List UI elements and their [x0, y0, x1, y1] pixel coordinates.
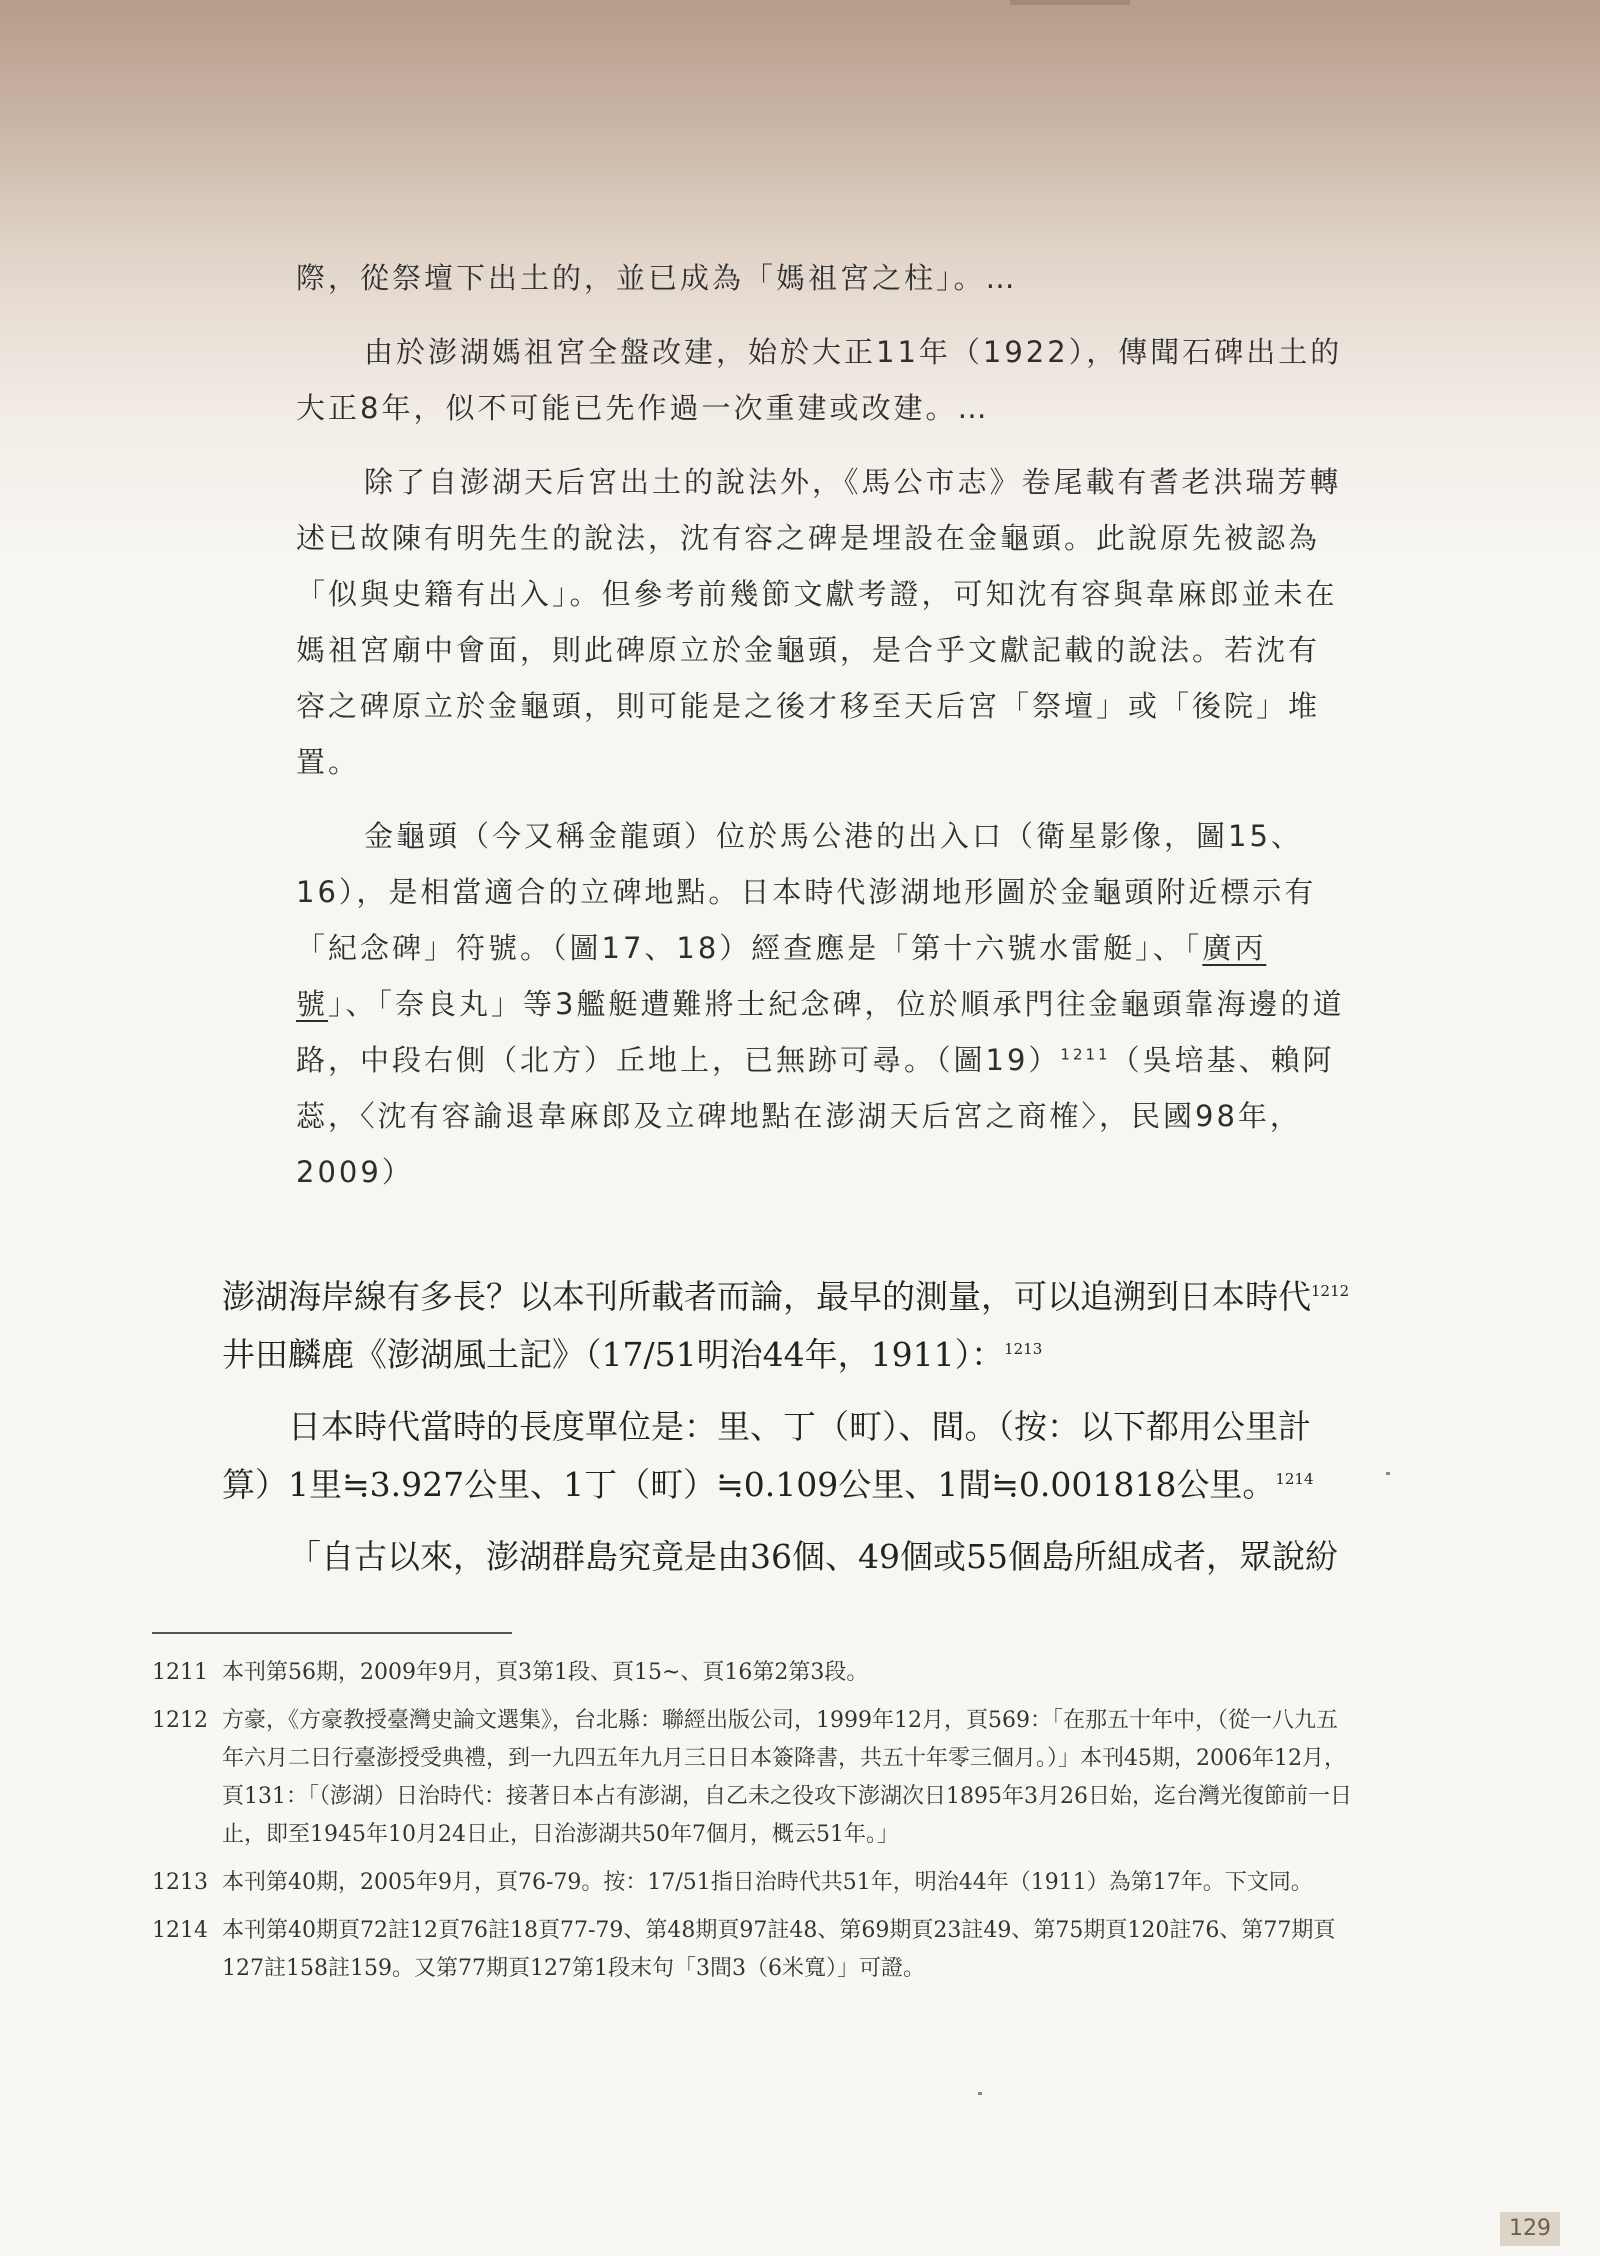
footnote-text: 方豪，《方豪教授臺灣史論文選集》，台北縣：聯經出版公司，1999年12月，頁569：「在那五十年中，（從一八九五年六月二日行臺澎授受典禮，到一九四五年九月三日日本簽降書，共五十年零三個月。）」本刊45期，2006年12月，頁131：「（澎湖）日治時代：接著日本占有澎湖，自乙未之役攻下澎湖次日1895年3月26日始，迄台灣光復節前一日止，即至1945年10月24日止，日治澎湖共50年7個月，概云51年。」 [222, 1708, 1352, 1847]
footnote-number: 1211 [152, 1660, 208, 1685]
footnote-ref-1212: 1212 [1311, 1282, 1350, 1300]
footnote-number: 1212 [152, 1708, 208, 1733]
quote-p4-part-a: 金龜頭（今又稱金龍頭）位於馬公港的出入口（衛星影像，圖15、16），是相當適合的立碑地點。日本時代澎湖地形圖於金龜頭附近標示有「紀念碑」符號。（圖17、18）經查應是「第十六號水雷艇」、「 [296, 819, 1317, 965]
footnote-1211 [152, 1654, 1352, 1692]
footnote-text: 本刊第40期頁72註12頁76註18頁77-79、第48期頁97註48、第69期頁23註49、第75期頁120註76、第77期頁127註158註159。又第77期頁127第1段末句「3間3（6米寬）」可證。 [222, 1918, 1336, 1981]
top-tab-mark [1010, 0, 1130, 5]
scan-speck [1386, 1472, 1390, 1475]
page-number: 129 [1500, 2212, 1560, 2246]
footnote-text: 本刊第40期，2005年9月，頁76-79。按：17/51指日治時代共51年，明治44年（1911）為第17年。下文同。 [222, 1870, 1313, 1895]
body-paragraph-2 [222, 1398, 1352, 1514]
body-p1-part-b: 井田麟鹿《澎湖風土記》（17/51明治44年，1911）： [222, 1335, 1005, 1374]
footnote-1214 [152, 1912, 1352, 1988]
body-paragraph-1 [222, 1268, 1352, 1384]
body-p1-part-a: 澎湖海岸線有多長？以本刊所載者而論，最早的測量，可以追溯到日本時代 [222, 1277, 1311, 1316]
footnote-number: 1214 [152, 1918, 208, 1943]
footnote-ref-1214: 1214 [1275, 1470, 1314, 1488]
footnote-divider [152, 1632, 512, 1634]
quote-p4-part-c: （吳培基、賴阿蕊，〈沈有容諭退韋麻郎及立碑地點在澎湖天后宮之商榷〉，民國98年，2009） [296, 1043, 1335, 1189]
footnote-text: 本刊第56期，2009年9月，頁3第1段、頁15~、頁16第2第3段。 [222, 1660, 869, 1685]
quoted-passage [296, 250, 1346, 1218]
footnotes [152, 1654, 1352, 1998]
quote-underlined-ship: 廣丙號 [296, 931, 1267, 1021]
body-p2-part-a: 日本時代當時的長度單位是：里、丁（町）、間。（按：以下都用公里計算）1里≒3.927公里、1丁（町）≒0.109公里、1間≒0.001818公里。 [222, 1407, 1311, 1504]
body-paragraph-3: 「自古以來，澎湖群島究竟是由36個、49個或55個島所組成者，眾說紛 [288, 1537, 1338, 1576]
footnote-1212 [152, 1702, 1352, 1854]
quote-paragraph-3: 除了自澎湖天后宮出土的說法外，《馬公市志》卷尾載有耆老洪瑞芳轉述已故陳有明先生的說法，沈有容之碑是埋設在金龜頭。此說原先被認為「似與史籍有出入」。但參考前幾節文獻考證，可知沈有容與韋麻郎並未在媽祖宮廟中會面，則此碑原立於金龜頭，是合乎文獻記載的說法。若沈有容之碑原立於金龜頭，則可能是之後才移至天后宮「祭壇」或「後院」堆置。 [296, 465, 1342, 779]
quote-paragraph-4 [296, 808, 1346, 1200]
footnote-ref-1211: 1211 [1060, 1045, 1111, 1064]
footnote-1213 [152, 1864, 1352, 1902]
footnote-number: 1213 [152, 1870, 208, 1895]
quote-p4-part-b: 」、「奈良丸」等3艦艇遭難將士紀念碑，位於順承門往金龜頭靠海邊的道路，中段右側（北方）丘地上，已無跡可尋。（圖19） [296, 987, 1345, 1077]
scan-speck [978, 2092, 982, 2095]
quote-paragraph-2: 由於澎湖媽祖宮全盤改建，始於大正11年（1922），傳聞石碑出土的大正8年，似不可能已先作過一次重建或改建。… [296, 335, 1343, 425]
footnote-ref-1213: 1213 [1004, 1340, 1043, 1358]
quote-paragraph-1: 際，從祭壇下出土的，並已成為「媽祖宮之柱」。… [296, 261, 1018, 295]
body-text [222, 1268, 1352, 1600]
